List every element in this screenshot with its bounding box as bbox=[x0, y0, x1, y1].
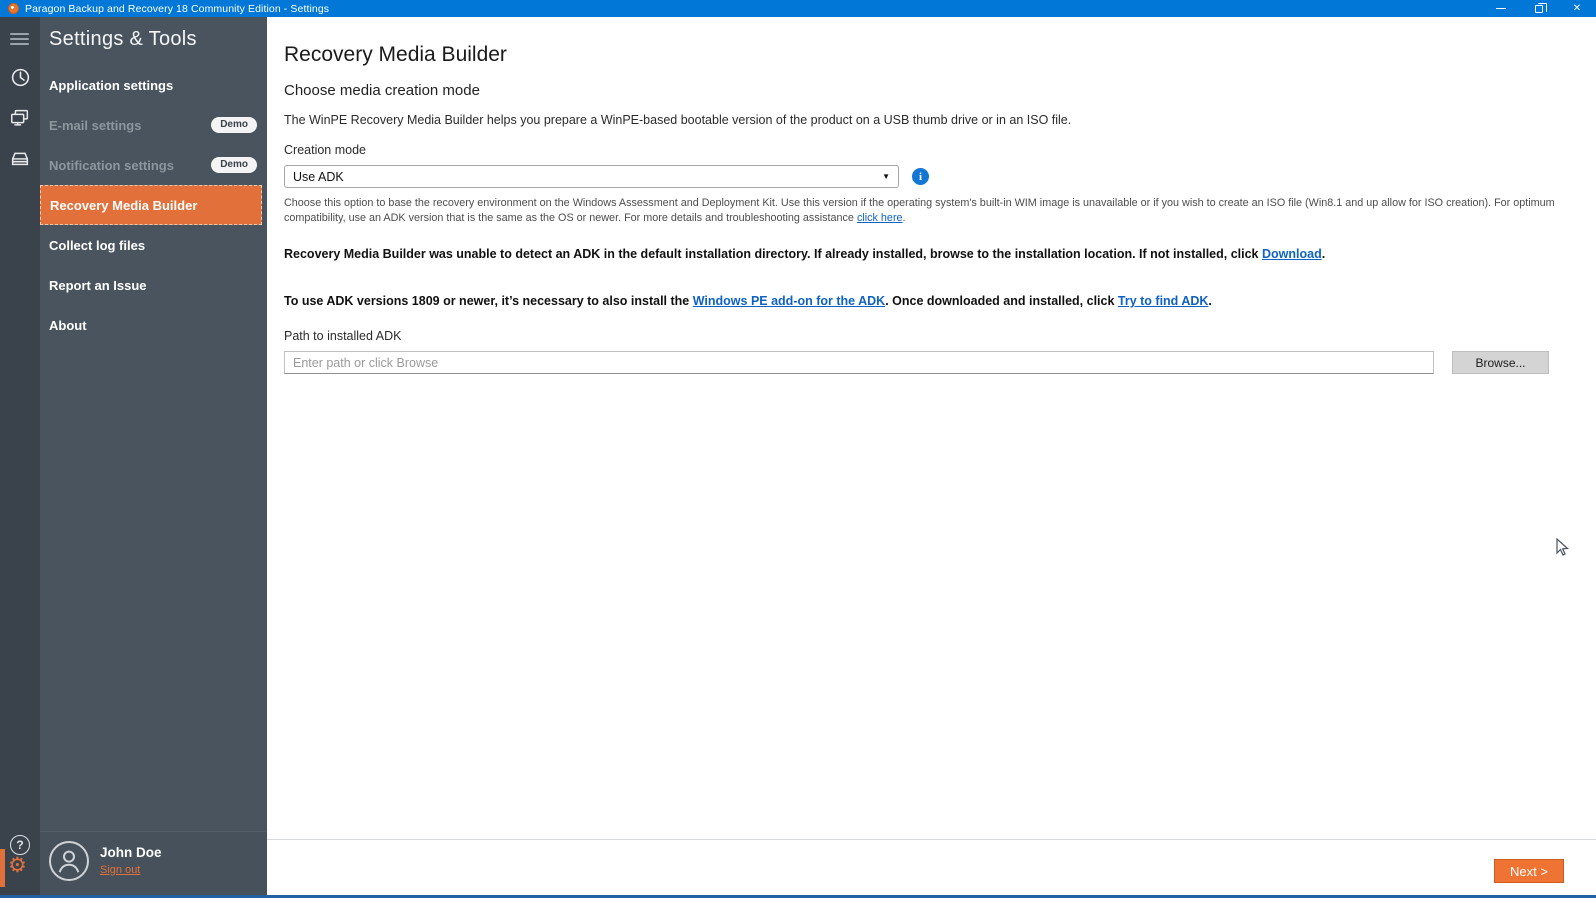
path-label: Path to installed ADK bbox=[284, 329, 402, 344]
sidebar-item-collect-log-files[interactable] bbox=[40, 225, 267, 265]
window-controls bbox=[1482, 0, 1596, 17]
settings-gear-slot[interactable] bbox=[0, 843, 40, 895]
sidebar-item-label: Application settings bbox=[49, 77, 174, 93]
sidebar-item-email-settings[interactable] bbox=[40, 105, 267, 145]
user-panel bbox=[40, 831, 267, 895]
warning-suffix: . bbox=[1321, 247, 1326, 262]
active-indicator bbox=[0, 849, 5, 887]
sidebar-item-application-settings[interactable] bbox=[40, 65, 267, 105]
creation-mode-value: Use ADK bbox=[293, 169, 344, 184]
browse-button[interactable]: Browse... bbox=[1452, 351, 1549, 374]
click-here-link[interactable]: click here bbox=[856, 211, 903, 224]
icon-rail bbox=[0, 17, 40, 895]
sidebar-item-label: About bbox=[49, 317, 87, 333]
chevron-down-icon: ▼ bbox=[882, 172, 890, 181]
footer-divider bbox=[267, 839, 1596, 840]
sidebar-item-recovery-media-builder[interactable] bbox=[40, 185, 262, 225]
hamburger-menu-icon[interactable] bbox=[10, 30, 29, 48]
computers-icon[interactable] bbox=[0, 107, 40, 129]
main-content bbox=[267, 17, 1596, 895]
sidebar-item-label: Notification settings bbox=[49, 157, 174, 173]
download-link[interactable]: Download bbox=[1261, 247, 1322, 262]
page-title: Recovery Media Builder bbox=[284, 43, 507, 66]
window-title: Paragon Backup and Recovery 18 Community Edition - Settings bbox=[25, 2, 330, 15]
demo-badge: Demo bbox=[211, 157, 257, 173]
drive-icon[interactable] bbox=[0, 147, 40, 169]
addon-part2: . Once downloaded and installed, click bbox=[885, 294, 1118, 309]
demo-badge: Demo bbox=[211, 117, 257, 133]
next-button[interactable]: Next > bbox=[1494, 859, 1564, 883]
info-icon[interactable]: i bbox=[912, 168, 929, 185]
sidebar-item-label: Report an Issue bbox=[49, 277, 147, 293]
sidebar-item-label: Recovery Media Builder bbox=[50, 197, 198, 213]
gear-icon: ⚙ bbox=[8, 854, 27, 877]
sidebar-nav bbox=[40, 65, 267, 345]
winpe-addon-link[interactable]: Windows PE add-on for the ADK bbox=[692, 294, 886, 309]
sidebar bbox=[40, 17, 267, 895]
close-button[interactable]: ✕ bbox=[1572, 3, 1582, 14]
help-icon[interactable]: ? bbox=[10, 835, 30, 855]
backup-history-icon[interactable] bbox=[0, 67, 40, 88]
mode-help-body: Choose this option to base the recovery environment on the Windows Assessment and Deployment Kit. Use this version if the operating system's built-in WIM image is unavailable or if you wish to create an ISO file (Win8.1 and up allow for ISO creation). For optimum compatibility, use an ADK version that is the same as the OS or newer. For more details and troubleshooting assistance bbox=[284, 197, 1555, 224]
sidebar-item-report-an-issue[interactable] bbox=[40, 265, 267, 305]
sidebar-item-label: E-mail settings bbox=[49, 117, 142, 133]
avatar bbox=[49, 841, 89, 881]
mode-help-text bbox=[284, 196, 1556, 225]
sidebar-heading: Settings & Tools bbox=[49, 28, 197, 50]
adk-path-input[interactable] bbox=[284, 351, 1434, 374]
sign-out-link[interactable]: Sign out bbox=[100, 863, 141, 876]
mode-help-suffix: . bbox=[902, 211, 906, 224]
user-name: John Doe bbox=[100, 844, 162, 860]
adk-warning-text bbox=[284, 247, 1569, 261]
intro-text: The WinPE Recovery Media Builder helps you prepare a WinPE-based bootable version of the product on a USB thumb drive or in an ISO file. bbox=[284, 113, 1072, 127]
addon-part3: . bbox=[1208, 294, 1212, 309]
minimize-button[interactable] bbox=[1482, 0, 1520, 17]
paragon-logo-icon bbox=[8, 3, 19, 14]
addon-part1: To use ADK versions 1809 or newer, it’s necessary to also install the bbox=[284, 294, 693, 309]
creation-mode-label: Creation mode bbox=[284, 143, 366, 157]
creation-mode-dropdown[interactable] bbox=[284, 165, 899, 188]
section-subtitle: Choose media creation mode bbox=[284, 82, 480, 99]
addon-text bbox=[284, 294, 1596, 308]
sidebar-item-notification-settings[interactable] bbox=[40, 145, 267, 185]
sidebar-item-label: Collect log files bbox=[49, 237, 146, 253]
restore-button[interactable] bbox=[1520, 0, 1558, 17]
warning-body: Recovery Media Builder was unable to detect an ADK in the default installation directory. If already installed, browse to the installation location. If not installed, click bbox=[284, 247, 1262, 262]
title-bar bbox=[0, 0, 1596, 17]
try-to-find-adk-link[interactable]: Try to find ADK bbox=[1117, 294, 1209, 309]
sidebar-item-about[interactable] bbox=[40, 305, 267, 345]
